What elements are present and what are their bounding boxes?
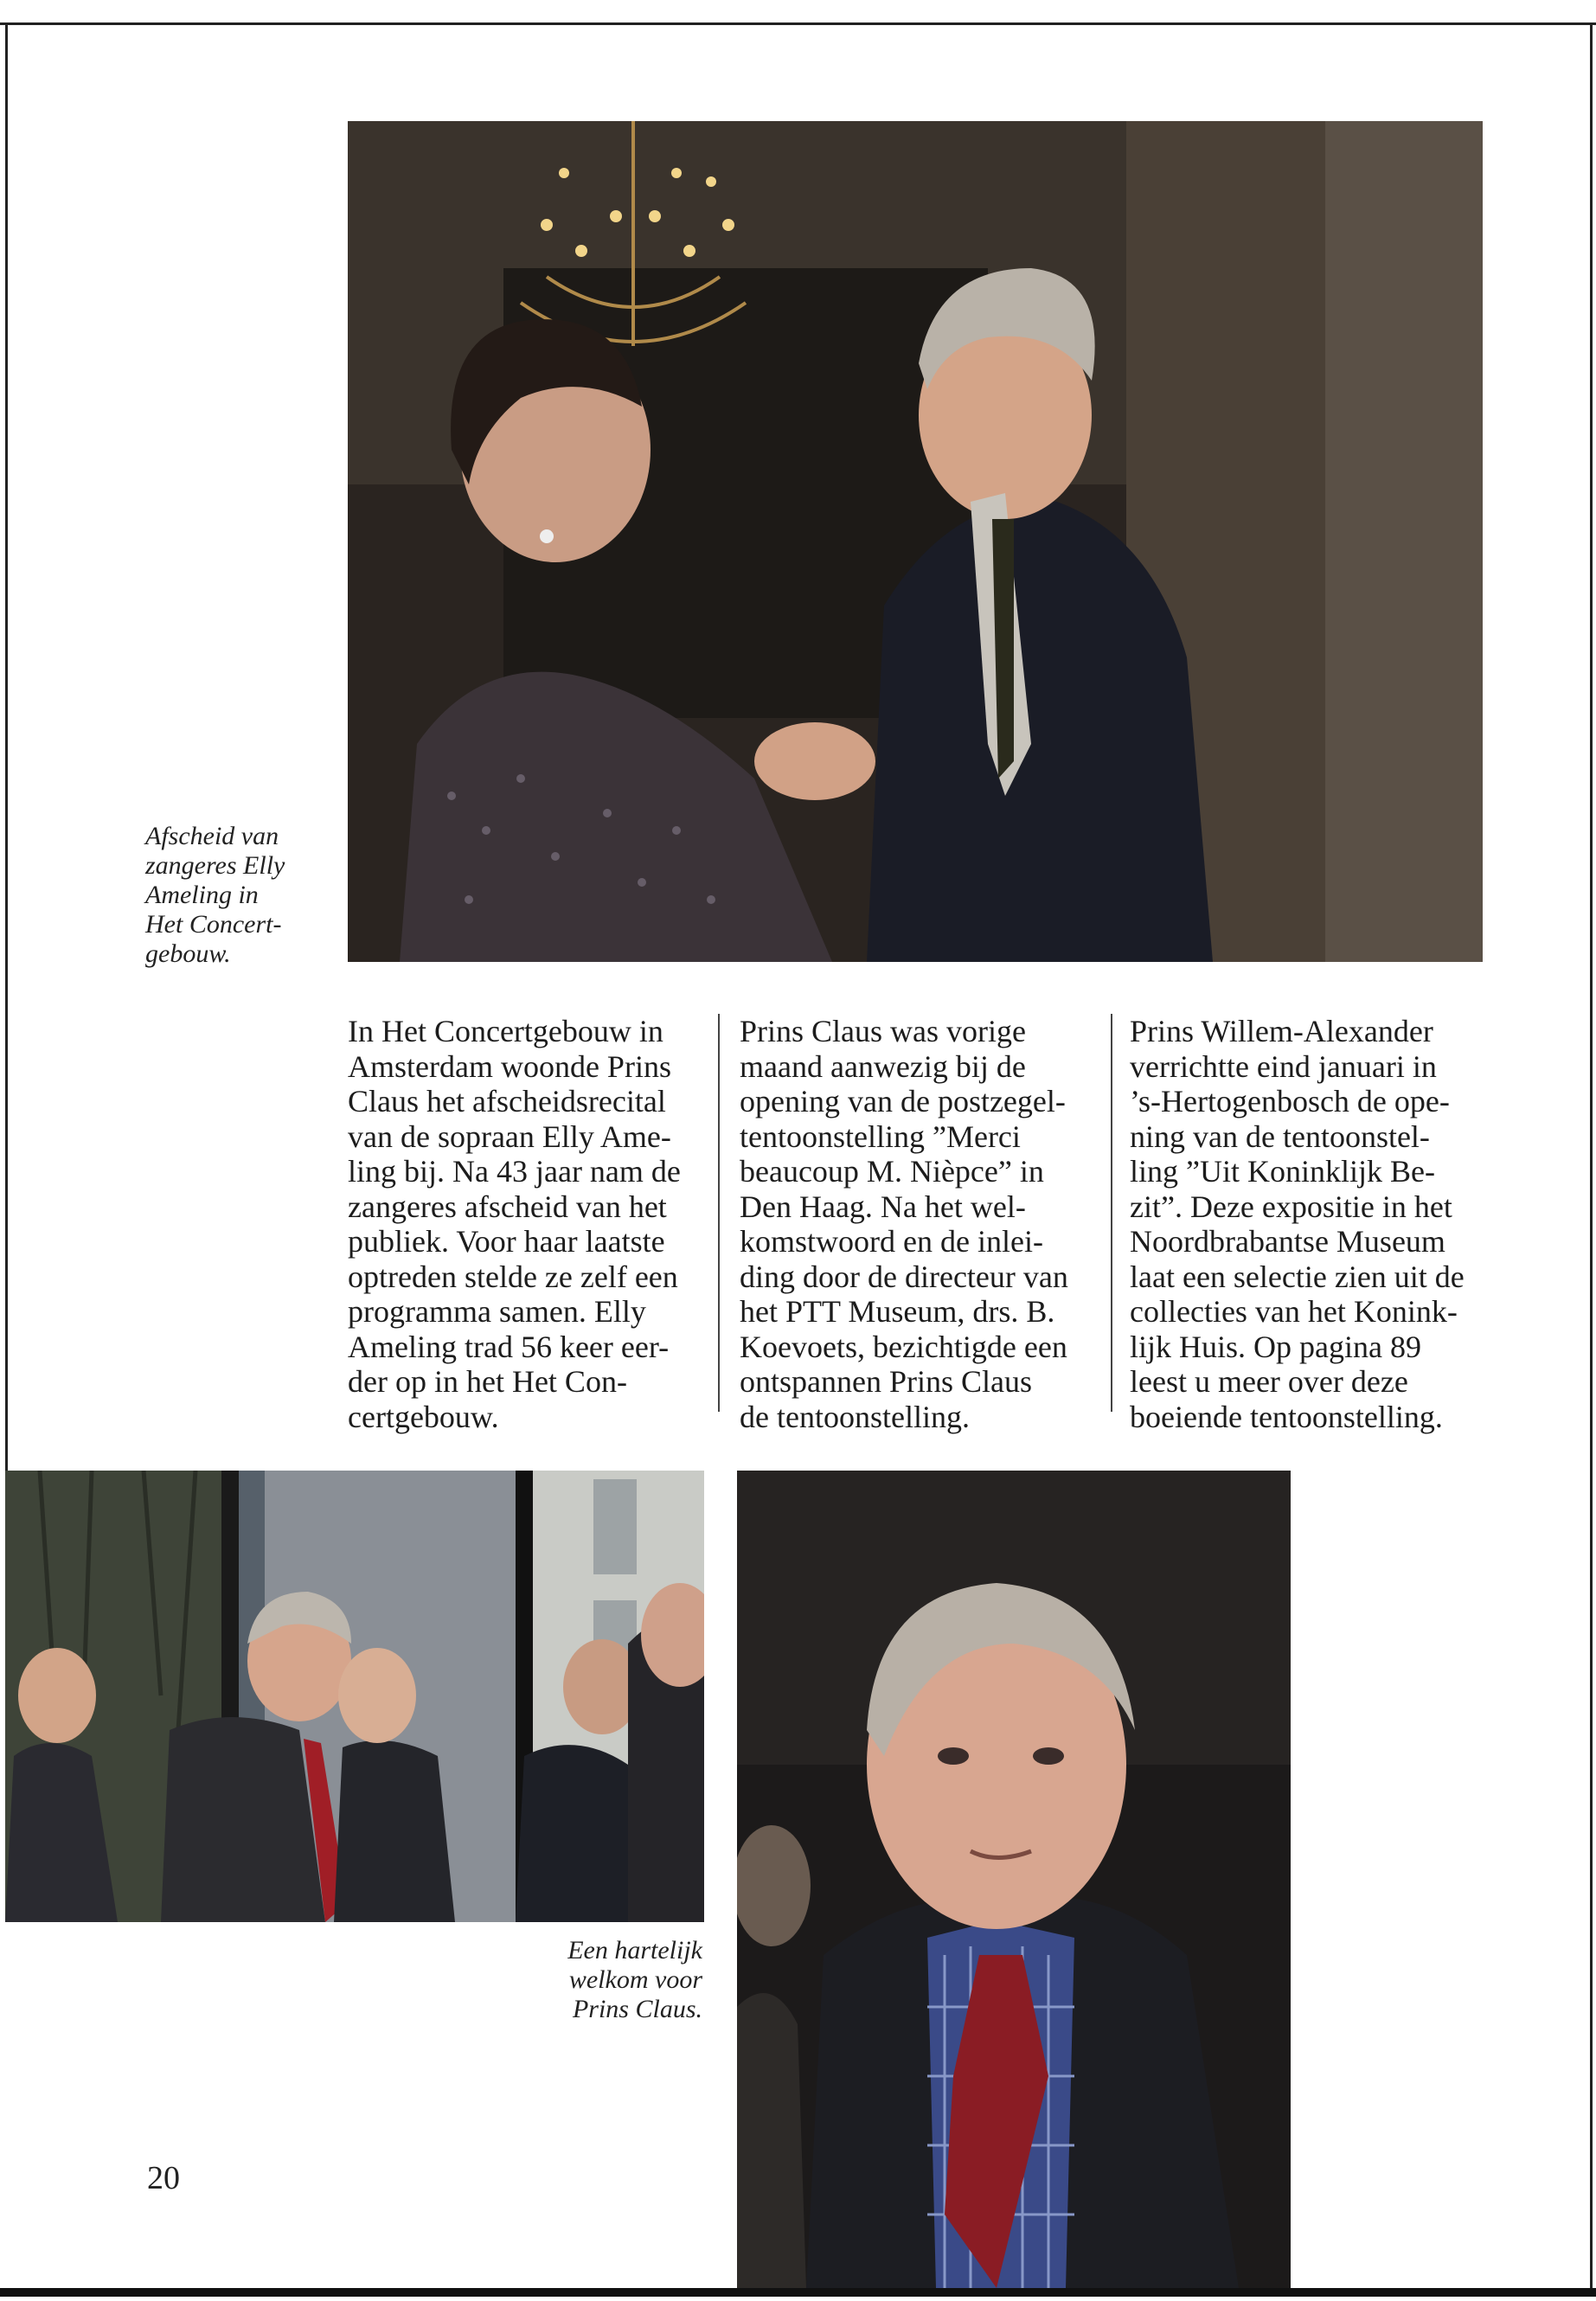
text-line: de tentoonstelling. <box>740 1399 970 1434</box>
page-border-bottom <box>0 2288 1596 2297</box>
text-line: zit”. Deze expositie in het <box>1130 1189 1452 1224</box>
column-concertgebouw <box>348 1014 702 1434</box>
text-line: Prins Willem-Alexander <box>1130 1014 1433 1048</box>
text-line: verrichtte eind januari in <box>1130 1048 1437 1084</box>
text-line: tentoonstelling ”Merci <box>740 1118 1021 1154</box>
text-line: Ameling trad 56 keer eer- <box>348 1329 670 1364</box>
caption-line: Afscheid van <box>145 822 279 850</box>
page-border-right <box>1590 22 1593 2289</box>
text-line: Koevoets, bezichtigde een <box>740 1329 1067 1364</box>
photo-prins-claus-portrait <box>737 1471 1291 2288</box>
text-line: collecties van het Konink- <box>1130 1294 1458 1329</box>
text-line: programma samen. Elly <box>348 1294 646 1329</box>
photo-welcome-group <box>5 1471 704 1922</box>
text-line: Claus het afscheidsrecital <box>348 1084 666 1118</box>
text-line: komstwoord en de inlei- <box>740 1224 1043 1259</box>
caption-top <box>145 822 285 969</box>
text-line: ning van de tentoonstel- <box>1130 1118 1430 1154</box>
text-line: zangeres afscheid van het <box>348 1189 667 1224</box>
text-line: opening van de postzegel- <box>740 1084 1066 1118</box>
text-line: beaucoup M. Nièpce” in <box>740 1154 1044 1189</box>
text-line: ontspannen Prins Claus <box>740 1364 1032 1399</box>
text-line: certgebouw. <box>348 1399 499 1434</box>
text-line: ’s-Hertogenbosch de ope- <box>1130 1084 1450 1118</box>
text-line: optreden stelde ze zelf een <box>348 1259 678 1294</box>
caption-line: zangeres Elly <box>145 851 285 880</box>
text-line: ling ”Uit Koninklijk Be- <box>1130 1154 1435 1189</box>
page-border-left <box>5 22 8 1484</box>
text-line: het PTT Museum, drs. B. <box>740 1294 1055 1329</box>
text-line: Den Haag. Na het wel- <box>740 1189 1026 1224</box>
column-divider <box>718 1014 720 1412</box>
text-line: van de sopraan Elly Ame- <box>348 1118 671 1154</box>
page-number: 20 <box>147 2160 180 2196</box>
text-line: boeiende tentoonstelling. <box>1130 1399 1443 1434</box>
text-line: laat een selectie zien uit de <box>1130 1259 1465 1294</box>
caption-line: welkom voor <box>568 1965 702 1994</box>
text-line: lijk Huis. Op pagina 89 <box>1130 1329 1421 1364</box>
text-line: maand aanwezig bij de <box>740 1048 1026 1084</box>
text-line: Amsterdam woonde Prins <box>348 1048 671 1084</box>
caption-line: Prins Claus. <box>572 1995 702 2023</box>
text-line: ding door de directeur van <box>740 1259 1068 1294</box>
text-line: der op in het Het Con- <box>348 1364 627 1399</box>
photo-ameling-farewell <box>348 121 1483 962</box>
column-divider <box>1111 1014 1112 1412</box>
text-line: Prins Claus was vorige <box>740 1014 1026 1048</box>
text-line: publiek. Voor haar laatste <box>348 1224 665 1259</box>
column-koninklijk-bezit <box>1130 1014 1502 1434</box>
caption-line: gebouw. <box>145 939 231 968</box>
text-line: leest u meer over deze <box>1130 1364 1408 1399</box>
page-border-top <box>0 22 1596 25</box>
caption-bottom <box>502 1936 702 2024</box>
caption-line: Het Concert- <box>145 910 282 939</box>
text-line: Noordbrabantse Museum <box>1130 1224 1445 1259</box>
caption-line: Ameling in <box>145 881 259 909</box>
text-line: ling bij. Na 43 jaar nam de <box>348 1154 681 1189</box>
column-ptt-museum <box>740 1014 1103 1434</box>
caption-line: Een hartelijk <box>567 1936 702 1965</box>
text-line: In Het Concertgebouw in <box>348 1014 663 1048</box>
